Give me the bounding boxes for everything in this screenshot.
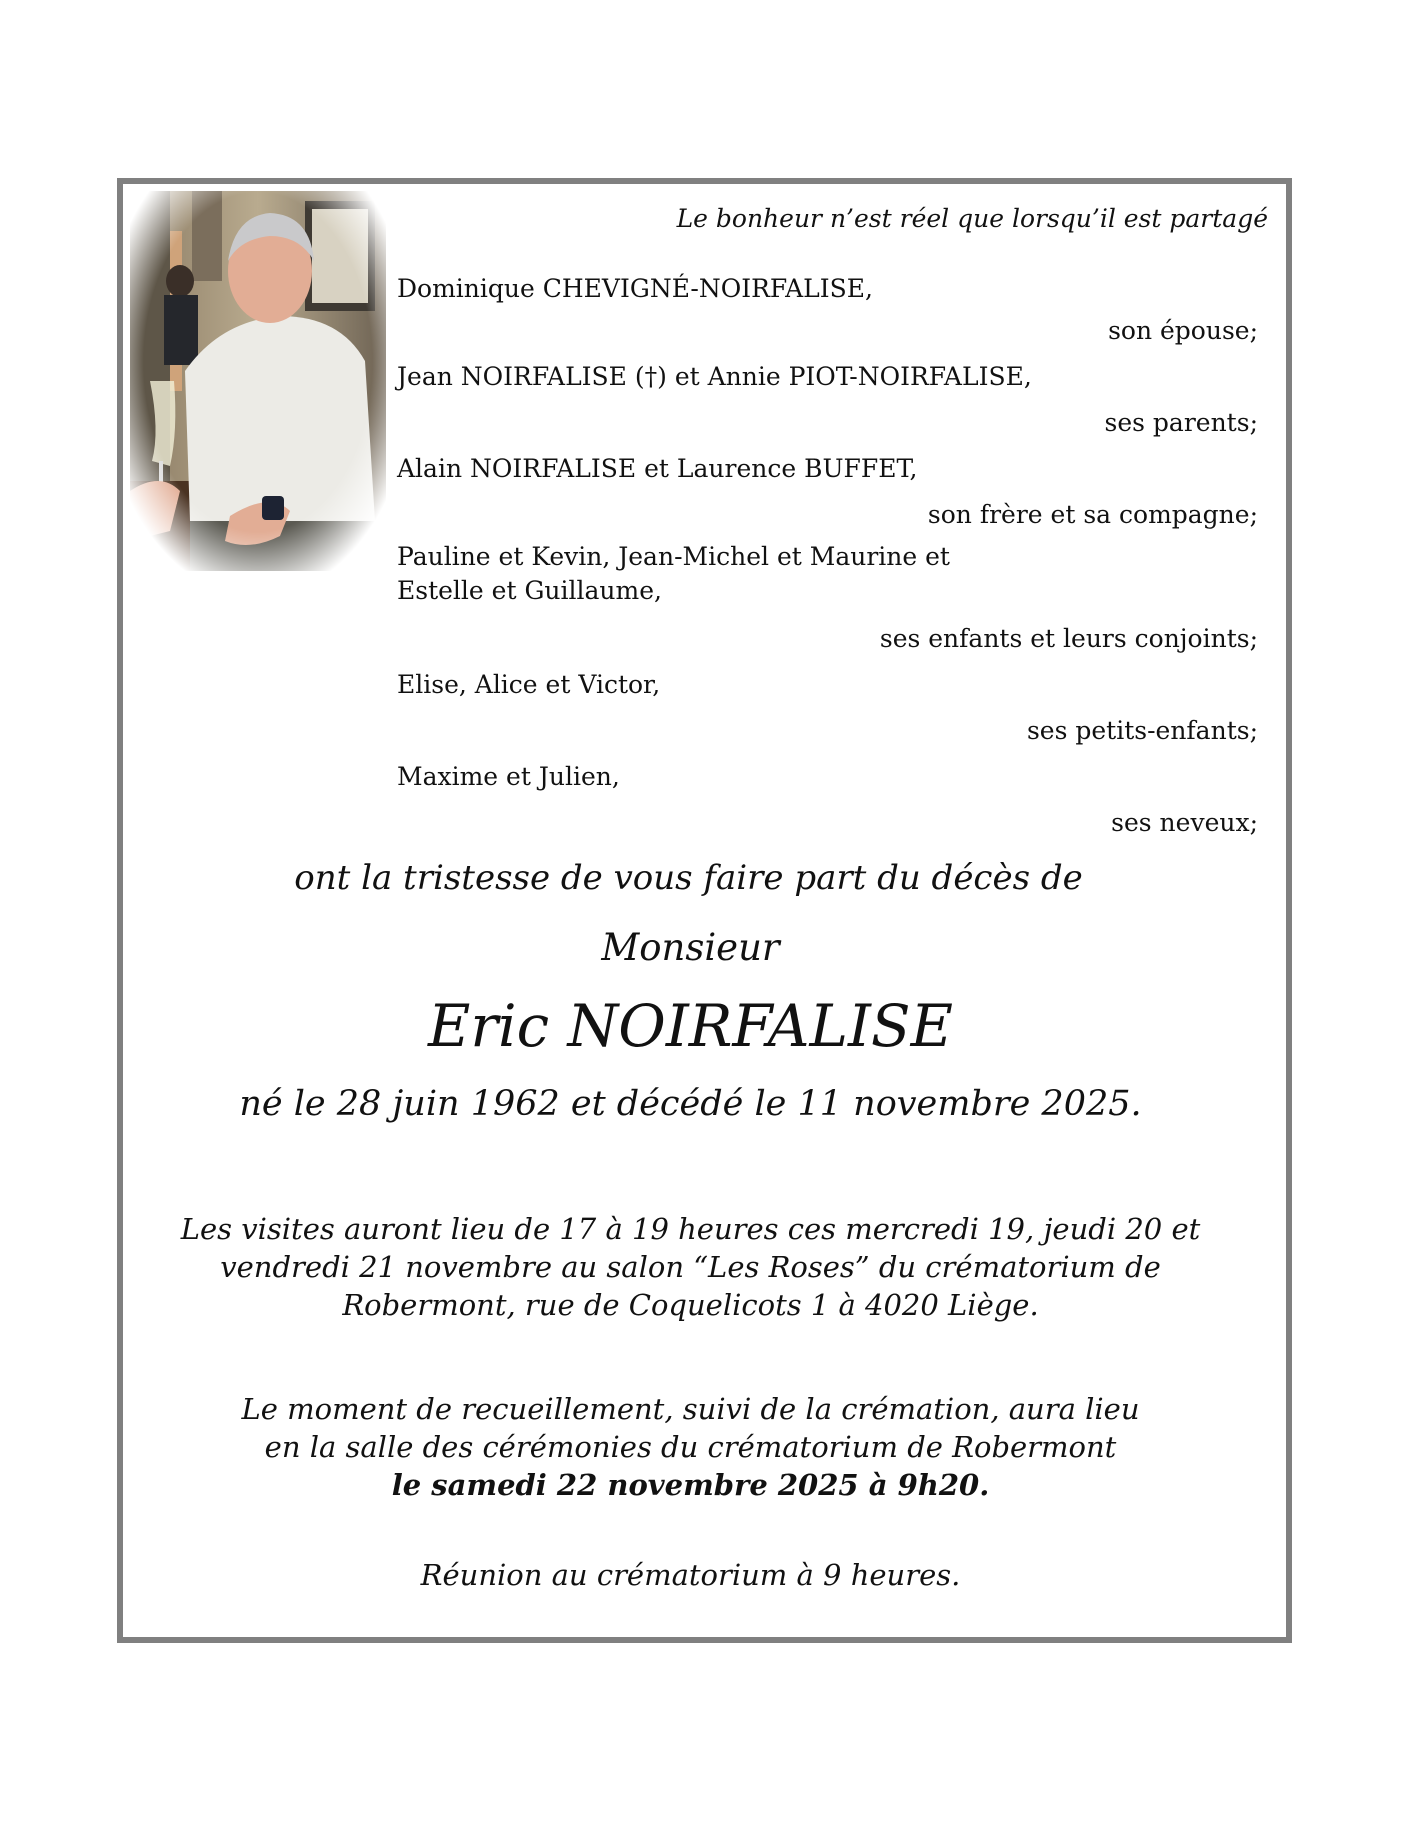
obituary-frame	[117, 178, 1292, 1643]
family-brother-names: Alain NOIRFALISE et Laurence BUFFET,	[397, 454, 918, 483]
visits-line-2: vendredi 21 novembre au salon “Les Roses” du crématorium de	[220, 1250, 1161, 1284]
announcement-text: ont la tristesse de vous faire part du décès de	[294, 858, 1083, 898]
family-children-names-line2: Estelle et Guillaume,	[397, 576, 662, 605]
ceremony-date: le samedi 22 novembre 2025 à 9h20.	[391, 1468, 990, 1502]
family-spouse-relation: son épouse;	[1108, 316, 1258, 345]
visits-line-1: Les visites auront lieu de 17 à 19 heures ces mercredi 19, jeudi 20 et	[180, 1212, 1201, 1246]
portrait-photo	[130, 191, 386, 571]
visits-line-3: Robermont, rue de Coquelicots 1 à 4020 Liège.	[342, 1288, 1039, 1322]
family-parents-names: Jean NOIRFALISE (†) et Annie PIOT-NOIRFALISE,	[397, 362, 1032, 391]
family-nephews-relation: ses neveux;	[1111, 808, 1258, 837]
family-grandchildren-names: Elise, Alice et Victor,	[397, 670, 661, 699]
ceremony-paragraph	[109, 1390, 1272, 1504]
civility: Monsieur	[601, 926, 780, 969]
family-parents-relation: ses parents;	[1104, 408, 1258, 437]
family-brother-relation: son frère et sa compagne;	[927, 500, 1258, 529]
family-grandchildren-relation: ses petits-enfants;	[1026, 716, 1258, 745]
family-children-relation: ses enfants et leurs conjoints;	[879, 624, 1258, 653]
meeting-paragraph	[109, 1556, 1272, 1594]
family-spouse-name: Dominique CHEVIGNÉ-NOIRFALISE,	[397, 274, 873, 303]
family-nephews-names: Maxime et Julien,	[397, 762, 620, 791]
meeting-text: Réunion au crématorium à 9 heures.	[420, 1558, 961, 1592]
motto-quote: Le bonheur n’est réel que lorsqu’il est partagé	[676, 204, 1268, 233]
visits-paragraph	[109, 1210, 1272, 1324]
ceremony-line-1: Le moment de recueillement, suivi de la crémation, aura lieu	[241, 1392, 1140, 1426]
birth-death-dates: né le 28 juin 1962 et décédé le 11 novembre 2025.	[239, 1084, 1142, 1124]
deceased-name: Eric NOIRFALISE	[427, 992, 953, 1060]
ceremony-line-2: en la salle des cérémonies du crématorium de Robermont	[264, 1430, 1117, 1464]
family-children-names-line1: Pauline et Kevin, Jean-Michel et Maurine et	[397, 542, 950, 571]
